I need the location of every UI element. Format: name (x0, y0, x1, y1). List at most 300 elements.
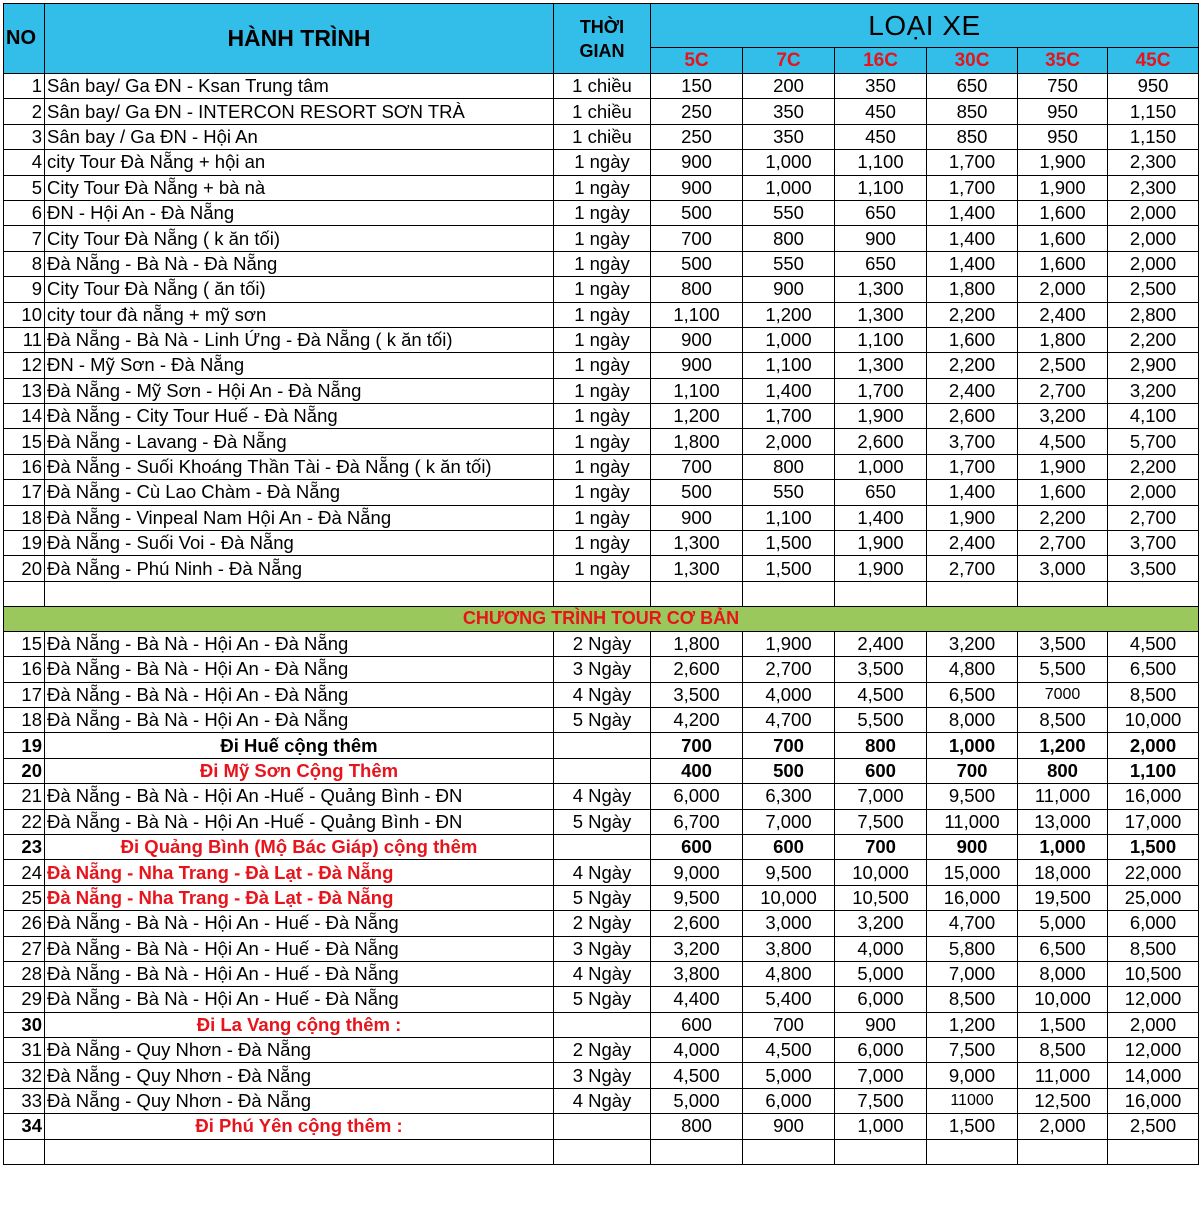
price-cell: 1,500 (743, 531, 835, 556)
table-row (4, 277, 1199, 302)
row-number: 21 (4, 784, 45, 809)
header-route: HÀNH TRÌNH (45, 4, 554, 74)
section-row (4, 606, 1199, 631)
price-cell: 900 (651, 353, 743, 378)
route-cell: Đà Nẵng - Bà Nà - Hội An - Huế - Đà Nẵng (45, 936, 554, 961)
price-cell: 2,200 (1108, 327, 1199, 352)
table-row (4, 200, 1199, 225)
price-cell: 500 (651, 480, 743, 505)
price-cell: 2,400 (927, 531, 1018, 556)
price-cell: 900 (835, 1012, 927, 1037)
table-row (4, 1012, 1199, 1037)
price-cell: 450 (835, 99, 927, 124)
price-cell: 250 (651, 124, 743, 149)
row-number: 20 (4, 556, 45, 581)
route-cell: ĐN - Mỹ Sơn - Đà Nẵng (45, 353, 554, 378)
table-row (4, 99, 1199, 124)
price-cell: 1,900 (927, 505, 1018, 530)
header-time-line2: GIAN (579, 40, 625, 61)
price-cell: 7000 (1018, 682, 1108, 707)
price-cell: 1,800 (927, 277, 1018, 302)
price-cell: 4,100 (1108, 404, 1199, 429)
price-cell: 4,700 (743, 707, 835, 732)
price-cell: 3,200 (651, 936, 743, 961)
price-cell: 900 (835, 226, 927, 251)
price-cell: 6,000 (651, 784, 743, 809)
price-cell: 1,300 (651, 556, 743, 581)
empty-row (4, 581, 1199, 606)
price-cell: 2,700 (1018, 378, 1108, 403)
price-cell: 350 (743, 99, 835, 124)
table-row (4, 682, 1199, 707)
row-number: 5 (4, 175, 45, 200)
price-cell: 3,800 (651, 961, 743, 986)
price-cell: 850 (927, 99, 1018, 124)
price-cell: 2,600 (927, 404, 1018, 429)
table-row (4, 327, 1199, 352)
price-cell: 1,200 (651, 404, 743, 429)
price-cell: 4,500 (743, 1038, 835, 1063)
price-cell: 8,500 (1108, 682, 1199, 707)
price-cell: 250 (651, 99, 743, 124)
price-cell: 4,700 (927, 911, 1018, 936)
price-cell: 12,500 (1018, 1088, 1108, 1113)
duration-cell: 5 Ngày (554, 809, 651, 834)
price-cell: 9,000 (651, 860, 743, 885)
table-row (4, 1114, 1199, 1139)
row-number: 12 (4, 353, 45, 378)
price-cell: 1,300 (835, 353, 927, 378)
price-cell: 5,800 (927, 936, 1018, 961)
row-number: 19 (4, 733, 45, 758)
row-number: 22 (4, 809, 45, 834)
duration-cell: 5 Ngày (554, 885, 651, 910)
price-cell: 1,400 (927, 251, 1018, 276)
price-cell: 150 (651, 74, 743, 99)
price-cell: 1,900 (1018, 150, 1108, 175)
route-cell: Đà Nẵng - Bà Nà - Hội An -Huế - Quảng Bình - ĐN (45, 809, 554, 834)
price-cell: 1,000 (1018, 834, 1108, 859)
price-cell: 4,800 (927, 657, 1018, 682)
price-cell: 2,800 (1108, 302, 1199, 327)
price-cell: 2,400 (1018, 302, 1108, 327)
price-cell: 550 (743, 480, 835, 505)
table-row (4, 505, 1199, 530)
row-number: 30 (4, 1012, 45, 1037)
price-cell: 2,000 (1018, 277, 1108, 302)
price-cell: 9,500 (651, 885, 743, 910)
price-cell: 11,000 (927, 809, 1018, 834)
row-number: 18 (4, 707, 45, 732)
price-cell: 3,500 (1108, 556, 1199, 581)
price-cell: 900 (651, 150, 743, 175)
duration-cell: 3 Ngày (554, 657, 651, 682)
header-vehicle-7c: 7C (743, 48, 835, 74)
price-cell: 1,500 (743, 556, 835, 581)
price-cell: 4,400 (651, 987, 743, 1012)
price-cell: 2,000 (1108, 480, 1199, 505)
price-cell: 650 (835, 480, 927, 505)
route-cell: Đà Nẵng - Suối Khoáng Thần Tài - Đà Nẵng ( k ăn tối) (45, 454, 554, 479)
duration-cell: 1 ngày (554, 175, 651, 200)
duration-cell (554, 758, 651, 783)
header-vehicle-30c: 30C (927, 48, 1018, 74)
price-cell: 1,100 (651, 302, 743, 327)
price-cell: 9,500 (743, 860, 835, 885)
row-number: 20 (4, 758, 45, 783)
row-number: 11 (4, 327, 45, 352)
price-cell: 950 (1018, 124, 1108, 149)
route-cell: Đi Huế cộng thêm (45, 733, 554, 758)
table-row (4, 707, 1199, 732)
duration-cell (554, 834, 651, 859)
row-number: 13 (4, 378, 45, 403)
price-cell: 5,000 (651, 1088, 743, 1113)
price-cell: 7,500 (835, 1088, 927, 1113)
price-cell: 1,900 (835, 404, 927, 429)
price-cell: 3,200 (927, 631, 1018, 656)
route-cell: Đà Nẵng - Bà Nà - Hội An - Đà Nẵng (45, 657, 554, 682)
price-cell: 1,000 (743, 150, 835, 175)
row-number: 17 (4, 682, 45, 707)
price-cell: 1,300 (835, 277, 927, 302)
row-number: 1 (4, 74, 45, 99)
price-cell: 1,300 (835, 302, 927, 327)
price-cell: 2,000 (1108, 251, 1199, 276)
price-cell: 4,800 (743, 961, 835, 986)
duration-cell: 5 Ngày (554, 707, 651, 732)
row-number: 24 (4, 860, 45, 885)
price-cell: 2,200 (1108, 454, 1199, 479)
price-cell: 1,200 (927, 1012, 1018, 1037)
row-number: 31 (4, 1038, 45, 1063)
tours-body (4, 631, 1199, 1139)
price-cell: 16,000 (927, 885, 1018, 910)
price-cell: 2,000 (1108, 200, 1199, 225)
table-row (4, 911, 1199, 936)
row-number: 28 (4, 961, 45, 986)
row-number: 10 (4, 302, 45, 327)
price-cell: 700 (743, 1012, 835, 1037)
price-cell: 1,900 (743, 631, 835, 656)
row-number: 27 (4, 936, 45, 961)
price-cell: 3,500 (651, 682, 743, 707)
table-row (4, 124, 1199, 149)
table-row (4, 302, 1199, 327)
duration-cell: 1 ngày (554, 353, 651, 378)
route-cell: ĐN - Hội An - Đà Nẵng (45, 200, 554, 225)
price-cell: 3,200 (1018, 404, 1108, 429)
price-cell: 1,200 (743, 302, 835, 327)
price-cell: 750 (1018, 74, 1108, 99)
price-cell: 1,000 (743, 175, 835, 200)
duration-cell: 1 ngày (554, 200, 651, 225)
end-row-group (4, 1139, 1199, 1164)
price-cell: 600 (651, 1012, 743, 1037)
price-cell: 1,600 (1018, 480, 1108, 505)
duration-cell: 2 Ngày (554, 1038, 651, 1063)
price-cell: 4,200 (651, 707, 743, 732)
route-cell: Đà Nẵng - Bà Nà - Hội An - Huế - Đà Nẵng (45, 987, 554, 1012)
price-cell: 2,600 (835, 429, 927, 454)
price-cell: 5,700 (1108, 429, 1199, 454)
row-number: 2 (4, 99, 45, 124)
route-cell: Đi Phú Yên cộng thêm : (45, 1114, 554, 1139)
price-cell: 2,300 (1108, 150, 1199, 175)
price-cell: 1,900 (835, 556, 927, 581)
duration-cell: 1 ngày (554, 404, 651, 429)
price-cell: 6,500 (1018, 936, 1108, 961)
route-cell: city Tour Đà Nẵng + hội an (45, 150, 554, 175)
route-cell: Đà Nẵng - Quy Nhơn - Đà Nẵng (45, 1063, 554, 1088)
price-cell: 1,300 (651, 531, 743, 556)
duration-cell: 2 Ngày (554, 631, 651, 656)
price-cell: 3,800 (743, 936, 835, 961)
price-cell: 1,800 (651, 631, 743, 656)
header-time (554, 4, 651, 74)
duration-cell: 1 ngày (554, 150, 651, 175)
price-cell: 500 (651, 200, 743, 225)
price-cell: 10,000 (1018, 987, 1108, 1012)
table-row (4, 1038, 1199, 1063)
route-cell: Đà Nẵng - Bà Nà - Hội An - Huế - Đà Nẵng (45, 961, 554, 986)
table-row (4, 531, 1199, 556)
price-cell: 3,000 (743, 911, 835, 936)
row-number: 25 (4, 885, 45, 910)
price-cell: 2,500 (1018, 353, 1108, 378)
price-cell: 1,400 (743, 378, 835, 403)
price-cell: 3,500 (1018, 631, 1108, 656)
route-cell: Sân bay/ Ga ĐN - Ksan Trung tâm (45, 74, 554, 99)
price-cell: 10,000 (835, 860, 927, 885)
price-cell: 700 (651, 454, 743, 479)
price-cell: 950 (1108, 74, 1199, 99)
price-cell: 900 (651, 505, 743, 530)
table-row (4, 150, 1199, 175)
price-cell: 6,000 (835, 987, 927, 1012)
row-number: 8 (4, 251, 45, 276)
price-cell: 11000 (927, 1088, 1018, 1113)
empty-row (4, 1139, 1199, 1164)
price-cell: 2,400 (835, 631, 927, 656)
duration-cell: 1 ngày (554, 531, 651, 556)
price-cell: 6,300 (743, 784, 835, 809)
price-cell: 1,600 (927, 327, 1018, 352)
row-number: 29 (4, 987, 45, 1012)
price-cell: 1,800 (1018, 327, 1108, 352)
price-cell: 2,000 (743, 429, 835, 454)
duration-cell: 3 Ngày (554, 936, 651, 961)
header-vehicle-16c: 16C (835, 48, 927, 74)
price-cell: 7,000 (835, 784, 927, 809)
price-cell: 1,100 (835, 150, 927, 175)
duration-cell: 1 ngày (554, 429, 651, 454)
header-vehicle-5c: 5C (651, 48, 743, 74)
route-cell: Đi La Vang cộng thêm : (45, 1012, 554, 1037)
table-row (4, 860, 1199, 885)
price-cell: 4,500 (651, 1063, 743, 1088)
route-cell: City Tour Đà Nẵng ( ăn tối) (45, 277, 554, 302)
price-cell: 1,400 (835, 505, 927, 530)
price-cell: 800 (651, 277, 743, 302)
table-row (4, 936, 1199, 961)
duration-cell: 2 Ngày (554, 911, 651, 936)
price-cell: 1,100 (835, 327, 927, 352)
table-row (4, 74, 1199, 99)
price-cell: 8,500 (1018, 1038, 1108, 1063)
duration-cell: 1 ngày (554, 505, 651, 530)
price-cell: 4,500 (835, 682, 927, 707)
price-cell: 8,500 (1018, 707, 1108, 732)
table-row (4, 175, 1199, 200)
row-number: 33 (4, 1088, 45, 1113)
price-cell: 1,400 (927, 226, 1018, 251)
price-cell: 2,200 (927, 353, 1018, 378)
route-cell: Đà Nẵng - Bà Nà - Hội An - Đà Nẵng (45, 631, 554, 656)
price-cell: 6,000 (743, 1088, 835, 1113)
route-cell: Đà Nẵng - Bà Nà - Linh Ứng - Đà Nẵng ( k ăn tối) (45, 327, 554, 352)
table-row (4, 251, 1199, 276)
price-cell: 2,700 (1108, 505, 1199, 530)
price-table-container (3, 3, 1199, 1165)
price-cell: 1,100 (743, 353, 835, 378)
price-cell: 950 (1018, 99, 1108, 124)
gap-row-group (4, 581, 1199, 631)
price-cell: 450 (835, 124, 927, 149)
price-cell: 6,700 (651, 809, 743, 834)
price-cell: 15,000 (927, 860, 1018, 885)
price-cell: 1,700 (743, 404, 835, 429)
price-cell: 10,500 (835, 885, 927, 910)
duration-cell: 4 Ngày (554, 961, 651, 986)
duration-cell (554, 1114, 651, 1139)
price-cell: 2,700 (927, 556, 1018, 581)
price-cell: 700 (651, 226, 743, 251)
row-number: 23 (4, 834, 45, 859)
price-cell: 900 (651, 327, 743, 352)
price-cell: 1,900 (835, 531, 927, 556)
price-cell: 900 (743, 277, 835, 302)
duration-cell: 1 ngày (554, 378, 651, 403)
price-cell: 600 (743, 834, 835, 859)
price-cell: 22,000 (1108, 860, 1199, 885)
header-no: NO (4, 4, 45, 74)
price-cell: 25,000 (1108, 885, 1199, 910)
price-cell: 8,500 (927, 987, 1018, 1012)
price-cell: 10,500 (1108, 961, 1199, 986)
price-cell: 550 (743, 200, 835, 225)
price-cell: 4,500 (1018, 429, 1108, 454)
transfers-body (4, 74, 1199, 582)
row-number: 16 (4, 657, 45, 682)
row-number: 26 (4, 911, 45, 936)
price-cell: 1,000 (743, 327, 835, 352)
price-table (3, 3, 1199, 1165)
price-cell: 5,500 (1018, 657, 1108, 682)
price-cell: 1,900 (1018, 175, 1108, 200)
price-cell: 2,000 (1108, 733, 1199, 758)
row-number: 19 (4, 531, 45, 556)
table-row (4, 378, 1199, 403)
price-cell: 550 (743, 251, 835, 276)
price-cell: 1,100 (651, 378, 743, 403)
table-row (4, 657, 1199, 682)
price-cell: 3,500 (835, 657, 927, 682)
price-cell: 3,700 (927, 429, 1018, 454)
price-cell: 1,000 (835, 454, 927, 479)
duration-cell (554, 1012, 651, 1037)
price-cell: 1,500 (1018, 1012, 1108, 1037)
price-cell: 4,000 (835, 936, 927, 961)
route-cell: city tour đà nẵng + mỹ sơn (45, 302, 554, 327)
price-cell: 500 (743, 758, 835, 783)
route-cell: City Tour Đà Nẵng ( k ăn tối) (45, 226, 554, 251)
duration-cell: 1 ngày (554, 302, 651, 327)
table-row (4, 885, 1199, 910)
price-cell: 2,700 (1018, 531, 1108, 556)
price-cell: 1,100 (835, 175, 927, 200)
duration-cell: 1 ngày (554, 327, 651, 352)
price-cell: 1,150 (1108, 99, 1199, 124)
table-row (4, 631, 1199, 656)
route-cell: Đà Nẵng - Bà Nà - Hội An - Đà Nẵng (45, 707, 554, 732)
row-number: 4 (4, 150, 45, 175)
duration-cell: 1 ngày (554, 454, 651, 479)
row-number: 7 (4, 226, 45, 251)
price-cell: 900 (927, 834, 1018, 859)
price-cell: 1,100 (1108, 758, 1199, 783)
row-number: 15 (4, 429, 45, 454)
price-cell: 2,600 (651, 657, 743, 682)
table-row (4, 784, 1199, 809)
price-cell: 5,000 (1018, 911, 1108, 936)
route-cell: Đà Nẵng - Lavang - Đà Nẵng (45, 429, 554, 454)
price-cell: 6,000 (835, 1038, 927, 1063)
price-cell: 2,000 (1108, 1012, 1199, 1037)
table-row (4, 733, 1199, 758)
price-cell: 12,000 (1108, 1038, 1199, 1063)
price-cell: 1,700 (927, 150, 1018, 175)
route-cell: Đà Nẵng - Quy Nhơn - Đà Nẵng (45, 1088, 554, 1113)
table-row (4, 834, 1199, 859)
price-cell: 3,700 (1108, 531, 1199, 556)
price-cell: 4,000 (651, 1038, 743, 1063)
row-number: 18 (4, 505, 45, 530)
price-cell: 1,150 (1108, 124, 1199, 149)
price-cell: 700 (651, 733, 743, 758)
table-row (4, 1088, 1199, 1113)
price-cell: 200 (743, 74, 835, 99)
route-cell: Đà Nẵng - Bà Nà - Hội An - Đà Nẵng (45, 682, 554, 707)
price-cell: 800 (743, 226, 835, 251)
duration-cell: 1 ngày (554, 277, 651, 302)
price-cell: 16,000 (1108, 784, 1199, 809)
price-cell: 1,600 (1018, 226, 1108, 251)
price-cell: 5,400 (743, 987, 835, 1012)
price-cell: 2,400 (927, 378, 1018, 403)
price-cell: 7,500 (835, 809, 927, 834)
price-cell: 500 (651, 251, 743, 276)
price-cell: 1,900 (1018, 454, 1108, 479)
price-cell: 5,000 (835, 961, 927, 986)
table-row (4, 809, 1199, 834)
route-cell: Đà Nẵng - Nha Trang - Đà Lạt - Đà Nẵng (45, 860, 554, 885)
price-cell: 9,000 (927, 1063, 1018, 1088)
duration-cell: 4 Ngày (554, 1088, 651, 1113)
route-cell: Đà Nẵng - Cù Lao Chàm - Đà Nẵng (45, 480, 554, 505)
price-cell: 2,200 (1018, 505, 1108, 530)
row-number: 34 (4, 1114, 45, 1139)
